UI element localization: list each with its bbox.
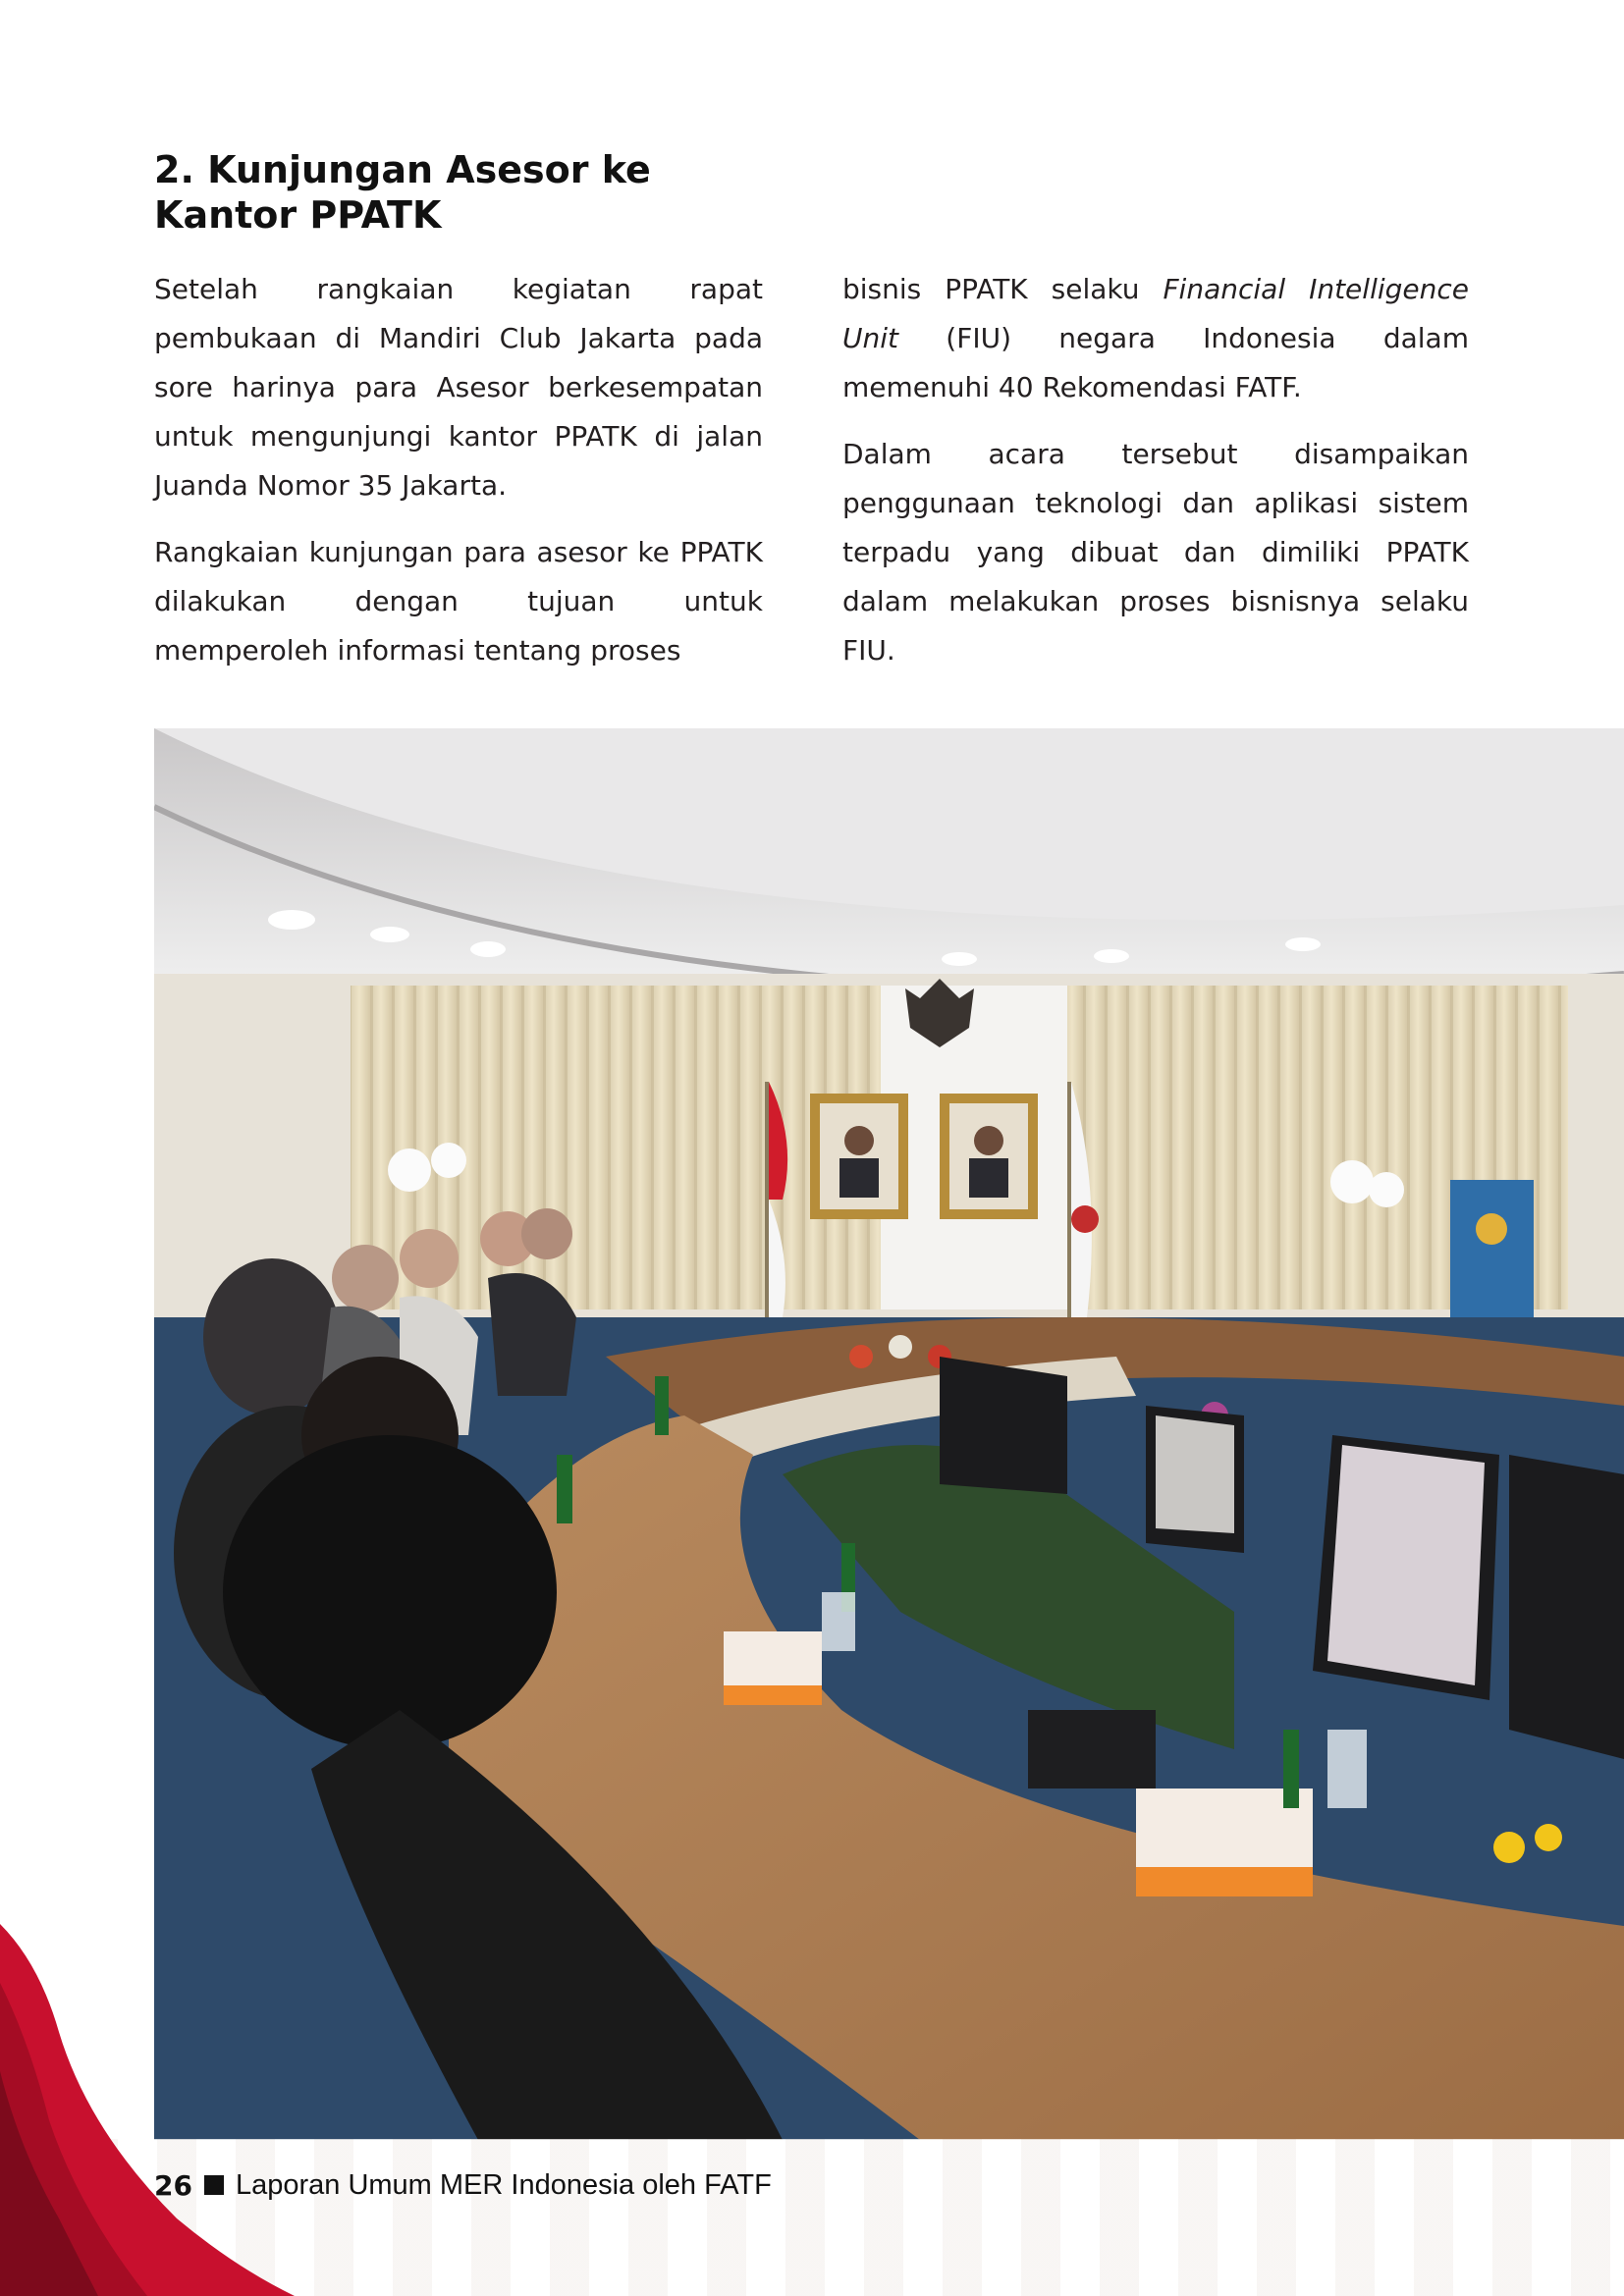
- right-paragraph-1-end: (FIU) negara Indonesia dalam memenuhi 40 Rekomendasi FATF.: [842, 322, 1469, 403]
- right-paragraph-1: [842, 265, 1469, 412]
- left-paragraph-2: Rangkaian kunjungan para asesor ke PPATK dilakukan dengan tujuan untuk memperoleh informasi tentang proses: [154, 536, 763, 667]
- publication-title: Laporan Umum MER Indonesia oleh FATF: [235, 2168, 772, 2201]
- page-number: 26: [154, 2168, 192, 2202]
- meeting-room-photo: [154, 728, 1624, 2140]
- square-bullet-icon: [204, 2175, 224, 2195]
- left-text-column: [154, 265, 763, 693]
- section-title-line-1: 2. Kunjungan Asesor ke: [154, 148, 651, 191]
- right-text-column: [842, 265, 1469, 693]
- right-paragraph-2: Dalam acara tersebut disampaikan penggunaan teknologi dan aplikasi sistem terpadu yang dibuat dan dimiliki PPATK dalam melakukan proses bisnisnya selaku FIU.: [842, 438, 1469, 667]
- right-paragraph-1-italic: Financial Intelligence Unit: [842, 273, 1469, 354]
- section-title-line-2: Kantor PPATK: [154, 193, 442, 237]
- left-paragraph-1: Setelah rangkaian kegiatan rapat pembukaan di Mandiri Club Jakarta pada sore harinya para Asesor berkesempatan untuk mengunjungi kantor PPATK di jalan Juanda Nomor 35 Jakarta.: [154, 273, 763, 502]
- page-footer: [154, 2165, 772, 2205]
- right-paragraph-1-start: bisnis PPATK selaku: [842, 273, 1164, 305]
- red-wave-decoration: [0, 1924, 295, 2296]
- section-heading: [154, 147, 704, 238]
